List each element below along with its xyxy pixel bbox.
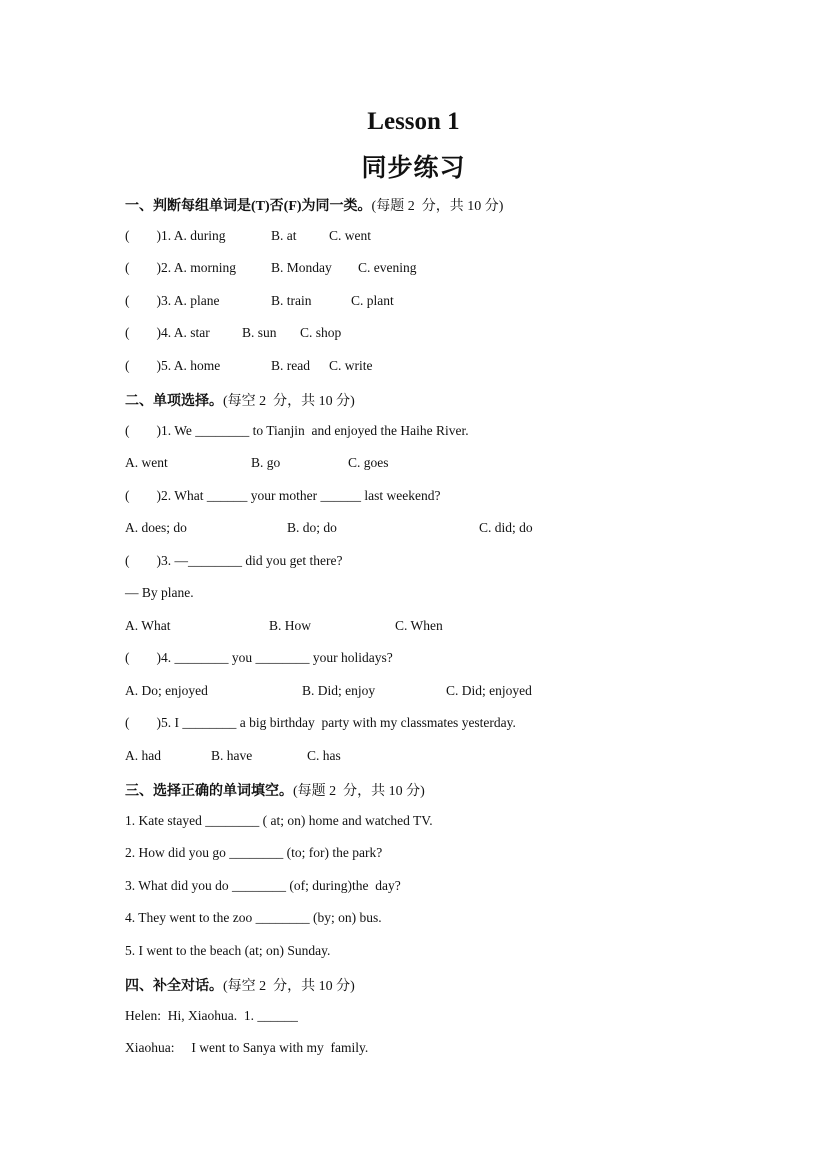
s2-q5-option-c: C. has [307, 748, 341, 763]
s2-q2-option-c: C. did; do [479, 520, 533, 535]
s2-q3-option-a: A. What [125, 618, 171, 633]
section1-heading: 一、判断每组单词是(T)否(F)为同一类。(每题 2 分，共 10 分) [125, 199, 504, 214]
s2-q3-stem: ( )3. —________ did you get there? [125, 553, 343, 568]
s1-q3-option-c: C. plant [351, 293, 394, 308]
s1-q5-stem: ( )5. A. home [125, 358, 221, 373]
s1-q4-option-b: B. sun [242, 325, 277, 340]
s1-q1-stem: ( )1. A. during [125, 228, 226, 243]
s2-q1-option-a: A. went [125, 455, 168, 470]
s2-q4-option-c: C. Did; enjoyed [446, 683, 532, 698]
s2-q1-option-b: B. go [251, 455, 281, 470]
s3-item-3: 3. What did you do ________ (of; during)the day? [125, 878, 401, 893]
s4-dialogue-line-1: Helen: Hi, Xiaohua. 1. ______ [125, 1008, 298, 1023]
s2-q2-stem: ( )2. What ______ your mother ______ last weekend? [125, 488, 441, 503]
s3-item-4: 4. They went to the zoo ________ (by; on) bus. [125, 910, 382, 925]
s2-q3-reply: — By plane. [125, 585, 194, 600]
s3-item-5: 5. I went to the beach (at; on) Sunday. [125, 943, 331, 958]
s1-q3-option-b: B. train [271, 293, 312, 308]
s2-q5-option-a: A. had [125, 748, 161, 763]
s2-q4-stem: ( )4. ________ you ________ your holidays? [125, 650, 393, 665]
s1-q1-option-b: B. at [271, 228, 297, 243]
s1-q4-stem: ( )4. A. star [125, 325, 210, 340]
section2-heading: 二、单项选择。(每空 2 分，共 10 分) [125, 394, 355, 409]
s1-q2-stem: ( )2. A. morning [125, 260, 236, 275]
s3-item-1: 1. Kate stayed ________ ( at; on) home and watched TV. [125, 813, 433, 828]
s2-q4-option-b: B. Did; enjoy [302, 683, 376, 698]
section4-heading: 四、补全对话。(每空 2 分，共 10 分) [125, 979, 355, 994]
s2-q4-option-a: A. Do; enjoyed [125, 683, 208, 698]
lesson-subtitle: 同步练习 [361, 155, 466, 182]
s1-q4-option-c: C. shop [300, 325, 342, 340]
s1-q2-option-c: C. evening [358, 260, 417, 275]
s1-q1-option-c: C. went [329, 228, 371, 243]
section3-heading: 三、选择正确的单词填空。(每题 2 分，共 10 分) [125, 784, 425, 799]
s2-q2-option-a: A. does; do [125, 520, 187, 535]
s1-q5-option-b: B. read [271, 358, 310, 373]
s1-q2-option-b: B. Monday [271, 260, 332, 275]
lesson-title: Lesson 1 [367, 108, 460, 135]
s1-q5-option-c: C. write [329, 358, 373, 373]
s2-q5-option-b: B. have [211, 748, 253, 763]
s2-q1-option-c: C. goes [348, 455, 389, 470]
s2-q5-stem: ( )5. I ________ a big birthday party with my classmates yesterday. [125, 715, 516, 730]
s4-dialogue-line-2: Xiaohua: I went to Sanya with my family. [125, 1040, 369, 1055]
s3-item-2: 2. How did you go ________ (to; for) the park? [125, 845, 383, 860]
s2-q1-stem: ( )1. We ________ to Tianjin and enjoyed the Haihe River. [125, 423, 469, 438]
s2-q3-option-b: B. How [269, 618, 312, 633]
s2-q3-option-c: C. When [395, 618, 443, 633]
s2-q2-option-b: B. do; do [287, 520, 337, 535]
s1-q3-stem: ( )3. A. plane [125, 293, 220, 308]
